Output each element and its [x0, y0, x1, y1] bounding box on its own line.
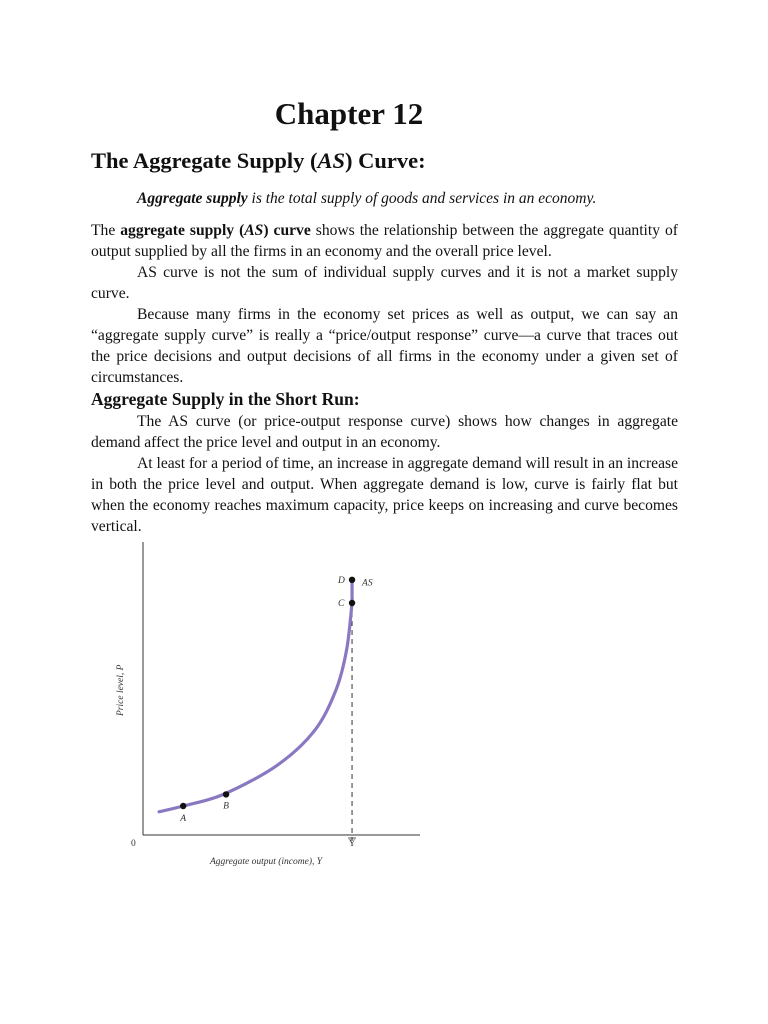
- section-title: [91, 146, 426, 176]
- as-series-label: AS: [362, 578, 373, 589]
- point-label-d: D: [338, 575, 345, 586]
- x-axis-label: Aggregate output (income), Y: [210, 857, 323, 867]
- labeled-points: [179, 576, 355, 824]
- point-b: [223, 791, 229, 797]
- paragraph-short-run-2: At least for a period of time, an increase in aggregate demand will result in an increase in both the price level and output. When aggregate demand is low, curve is fairly flat but when the economy reaches maximum capacity, price keeps on increasing and curve becomes vertical.: [91, 455, 678, 535]
- point-label-c: C: [338, 599, 345, 609]
- chapter-title: Chapter 12: [274, 96, 424, 131]
- short-run-heading: Aggregate Supply in the Short Run:: [91, 389, 360, 409]
- section-title-prefix: The Aggregate Supply (: [91, 148, 318, 173]
- p1-pre: The: [91, 222, 121, 239]
- section-title-suffix: ) Curve:: [345, 148, 426, 173]
- p1-post: shows the relationship between the aggregate quantity of output supplied by all the firms in an economy and the overall price level.: [91, 222, 678, 260]
- aggregate-supply-chart: [100, 530, 430, 870]
- point-c: [349, 600, 355, 606]
- paragraph-short-run-1: The AS curve (or price-output response curve) shows how changes in aggregate demand affect the price level and output in an economy.: [91, 413, 678, 451]
- p1-bold-abbr: AS: [244, 222, 264, 239]
- point-a: [180, 803, 186, 809]
- point-label-a: A: [180, 814, 187, 824]
- paragraph-not-sum: AS curve is not the sum of individual supply curves and it is not a market supply curve.: [91, 264, 678, 302]
- p1-bold-post: ) curve: [263, 222, 311, 239]
- x-capacity-label: Y: [348, 839, 356, 849]
- section-title-abbr: AS: [317, 148, 346, 173]
- p1-bold-pre: aggregate supply (: [120, 222, 245, 239]
- as-curve: [159, 603, 352, 812]
- y-axis-label: Price level, P: [116, 664, 126, 716]
- definition-text: is the total supply of goods and services in an economy.: [247, 190, 597, 207]
- definition-term: Aggregate supply: [137, 190, 248, 207]
- paragraph-price-output-response: Because many firms in the economy set prices as well as output, we can say an “aggregate supply curve” is really a “price/output response” curve—a curve that traces out the price decisions and output decisions of all firms in the economy under a given set of circumstances.: [91, 306, 678, 386]
- point-label-b: B: [223, 801, 229, 812]
- definition: [137, 188, 596, 209]
- point-d: [349, 577, 355, 583]
- paragraph-as-curve: [91, 220, 678, 262]
- origin-label: 0: [131, 839, 136, 849]
